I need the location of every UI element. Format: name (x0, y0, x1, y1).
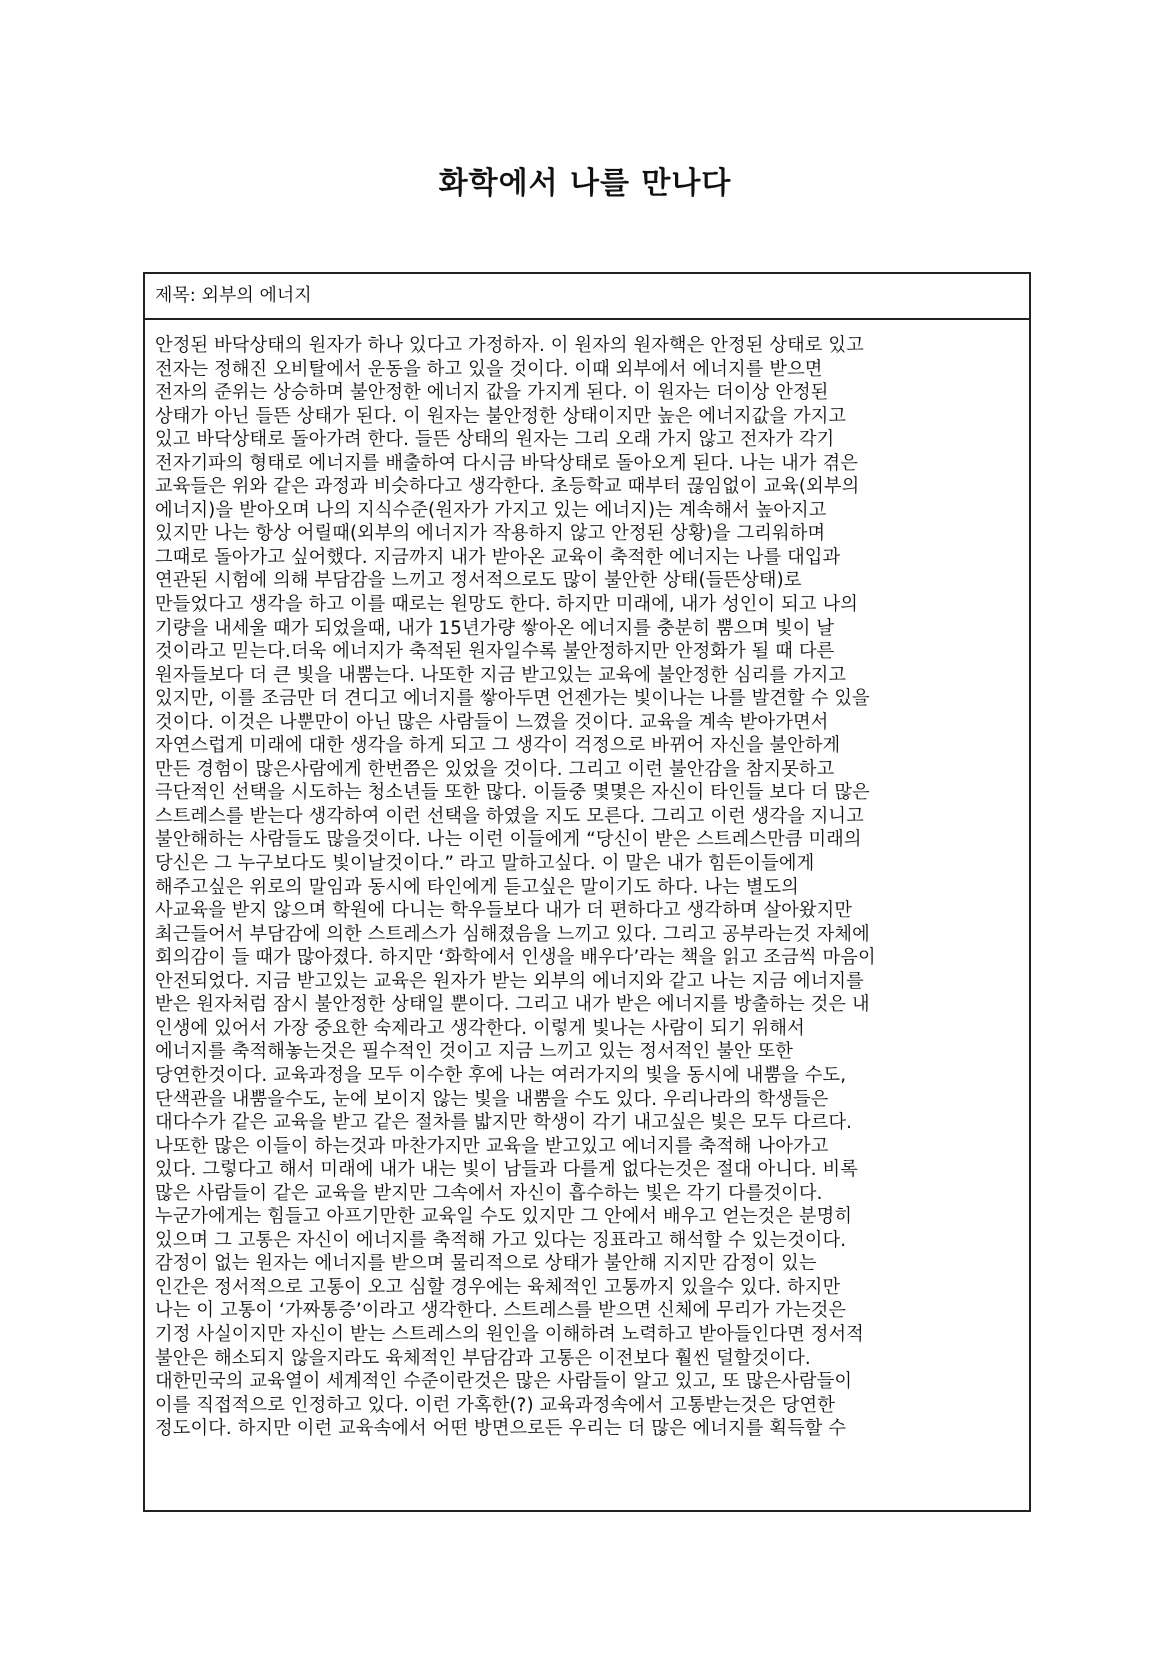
body-line: 에너지)을 받아오며 나의 지식수준(원자가 가지고 있는 에너지)는 계속해서 높아지고 (155, 499, 827, 521)
body-line: 교육들은 위와 같은 과정과 비슷하다고 생각한다. 초등학교 때부터 끊임없이 교육(외부의 (155, 476, 860, 498)
subject-value: 외부의 에너지 (201, 285, 312, 306)
body-line: 극단적인 선택을 시도하는 청소년들 또한 많다. 이들중 몇몇은 자신이 타인들 보다 더 많은 (155, 782, 870, 804)
body-line: 누군가에게는 힘들고 아프기만한 교육일 수도 있지만 그 안에서 배우고 얻는것은 분명히 (155, 1206, 853, 1228)
body-line: 있다. 그렇다고 해서 미래에 내가 내는 빛이 남들과 다를게 없다는것은 절대 아니다. 비록 (155, 1159, 858, 1181)
body-line: 사교육을 받지 않으며 학원에 다니는 학우들보다 내가 더 편하다고 생각하며 살아왔지만 (155, 900, 853, 922)
body-line: 불안해하는 사람들도 많을것이다. 나는 이런 이들에게 “당신이 받은 스트레스만큼 미래의 (155, 829, 862, 851)
body-line: 받은 원자처럼 잠시 불안정한 상태일 뿐이다. 그리고 내가 받은 에너지를 방출하는 것은 내 (155, 994, 870, 1016)
body-line: 만들었다고 생각을 하고 이를 때로는 원망도 한다. 하지만 미래에, 내가 성인이 되고 나의 (155, 594, 858, 616)
body-line: 것이라고 믿는다.더욱 에너지가 축적된 원자일수록 불안정하지만 안정화가 될 때 다른 (155, 641, 835, 663)
body-line: 대한민국의 교육열이 세계적인 수준이란것은 많은 사람들이 알고 있고, 또 많은사람들이 (155, 1371, 853, 1393)
body-line: 것이다. 이것은 나뿐만이 아닌 많은 사람들이 느꼈을 것이다. 교육을 계속 받아가면서 (155, 711, 829, 733)
body-line: 있지만, 이를 조금만 더 견디고 에너지를 쌓아두면 언젠가는 빛이나는 나를 발견할 수 있을 (155, 688, 870, 710)
body-line: 정도이다. 하지만 이런 교육속에서 어떤 방면으로든 우리는 더 많은 에너지를 획득할 수 (155, 1418, 847, 1440)
body-line: 회의감이 들 때가 많아졌다. 하지만 ‘화학에서 인생을 배우다’라는 책을 읽고 조금씩 마음이 (155, 947, 876, 969)
body-line: 원자들보다 더 큰 빛을 내뿜는다. 나또한 지금 받고있는 교육에 불안정한 심리를 가지고 (155, 664, 847, 686)
page-title: 화학에서 나를 만나다 (438, 166, 732, 202)
body-line: 있지만 나는 항상 어릴때(외부의 에너지가 작용하지 않고 안정된 상황)을 그리워하며 (155, 523, 826, 545)
body-line: 당신은 그 누구보다도 빛이날것이다.” 라고 말하고싶다. 이 말은 내가 힘든이들에게 (155, 853, 815, 875)
body-line: 나는 이 고통이 ‘가짜통증’이라고 생각한다. 스트레스를 받으면 신체에 무리가 가는것은 (155, 1300, 847, 1322)
body-line: 연관된 시험에 의해 부담감을 느끼고 정서적으로도 많이 불안한 상태(들뜬상태)로 (155, 570, 802, 592)
body-line: 그때로 돌아가고 싶어했다. 지금까지 내가 받아온 교육이 축적한 에너지는 나를 대입과 (155, 546, 841, 568)
body-line: 전자는 정해진 오비탈에서 운동을 하고 있을 것이다. 이때 외부에서 에너지를 받으면 (155, 358, 823, 380)
subject-label: 제목: (155, 285, 196, 306)
body-line: 자연스럽게 미래에 대한 생각을 하게 되고 그 생각이 걱정으로 바뀌어 자신을 불안하게 (155, 735, 841, 757)
body-line: 에너지를 축적해놓는것은 필수적인 것이고 지금 느끼고 있는 정서적인 불안 또한 (155, 1041, 794, 1063)
body-line: 있으며 그 고통은 자신이 에너지를 축적해 가고 있다는 징표라고 해석할 수 있는것이다. (155, 1229, 847, 1251)
body-line: 인생에 있어서 가장 중요한 숙제라고 생각한다. 이렇게 빛나는 사람이 되기 위해서 (155, 1017, 805, 1039)
essay-box (143, 272, 1031, 1512)
body-line: 스트레스를 받는다 생각하여 이런 선택을 하였을 지도 모른다. 그리고 이런 생각을 지니고 (155, 805, 864, 827)
body-line: 나또한 많은 이들이 하는것과 마찬가지만 교육을 받고있고 에너지를 축적해 나아가고 (155, 1135, 829, 1157)
body-line: 해주고싶은 위로의 말임과 동시에 타인에게 듣고싶은 말이기도 하다. 나는 별도의 (155, 876, 799, 898)
body-line: 있고 바닥상태로 돌아가려 한다. 들뜬 상태의 원자는 그리 오래 가지 않고 전자가 각기 (155, 429, 835, 451)
essay-body (145, 320, 1029, 1441)
body-line: 상태가 아닌 들뜬 상태가 된다. 이 원자는 불안정한 상태이지만 높은 에너지값을 가지고 (155, 405, 847, 427)
body-line: 최근들어서 부담감에 의한 스트레스가 심해졌음을 느끼고 있다. 그리고 공부라는것 자체에 (155, 923, 870, 945)
body-line: 감정이 없는 원자는 에너지를 받으며 물리적으로 상태가 불안해 지지만 감정이 있는 (155, 1253, 817, 1275)
subject-row (145, 274, 1029, 320)
body-line: 많은 사람들이 같은 교육을 받지만 그속에서 자신이 흡수하는 빛은 각기 다를것이다. (155, 1182, 823, 1204)
body-line: 대다수가 같은 교육을 받고 같은 절차를 밟지만 학생이 각기 내고싶은 빛은 모두 다르다. (155, 1112, 853, 1134)
body-line: 당연한것이다. 교육과정을 모두 이수한 후에 나는 여러가지의 빛을 동시에 내뿜을 수도, (155, 1064, 847, 1086)
body-line: 안전되었다. 지금 받고있는 교육은 원자가 받는 외부의 에너지와 같고 나는 지금 에너지를 (155, 970, 864, 992)
body-line: 전자기파의 형태로 에너지를 배출하여 다시금 바닥상태로 돌아오게 된다. 나는 내가 겪은 (155, 452, 858, 474)
body-line: 만든 경험이 많은사람에게 한번쯤은 있었을 것이다. 그리고 이런 불안감을 참지못하고 (155, 758, 835, 780)
body-line: 기량을 내세울 때가 되었을때, 내가 15년가량 쌓아온 에너지를 충분히 뿜으며 빛이 날 (155, 617, 835, 639)
body-line: 단색관을 내뿜을수도, 눈에 보이지 않는 빛을 내뿜을 수도 있다. 우리나라의 학생들은 (155, 1088, 829, 1110)
body-line: 불안은 해소되지 않을지라도 육체적인 부담감과 고통은 이전보다 훨씬 덜할것이다. (155, 1347, 811, 1369)
body-line: 인간은 정서적으로 고통이 오고 심할 경우에는 육체적인 고통까지 있을수 있다. 하지만 (155, 1276, 841, 1298)
body-line: 이를 직접적으로 인정하고 있다. 이런 가혹한(?) 교육과정속에서 고통받는것은 당연한 (155, 1394, 835, 1416)
body-line: 전자의 준위는 상승하며 불안정한 에너지 값을 가지게 된다. 이 원자는 더이상 안정된 (155, 382, 829, 404)
body-line: 기정 사실이지만 자신이 받는 스트레스의 원인을 이해하려 노력하고 받아들인다면 정서적 (155, 1323, 864, 1345)
body-line: 안정된 바닥상태의 원자가 하나 있다고 가정하자. 이 원자의 원자핵은 안정된 상태로 있고 (155, 335, 864, 356)
